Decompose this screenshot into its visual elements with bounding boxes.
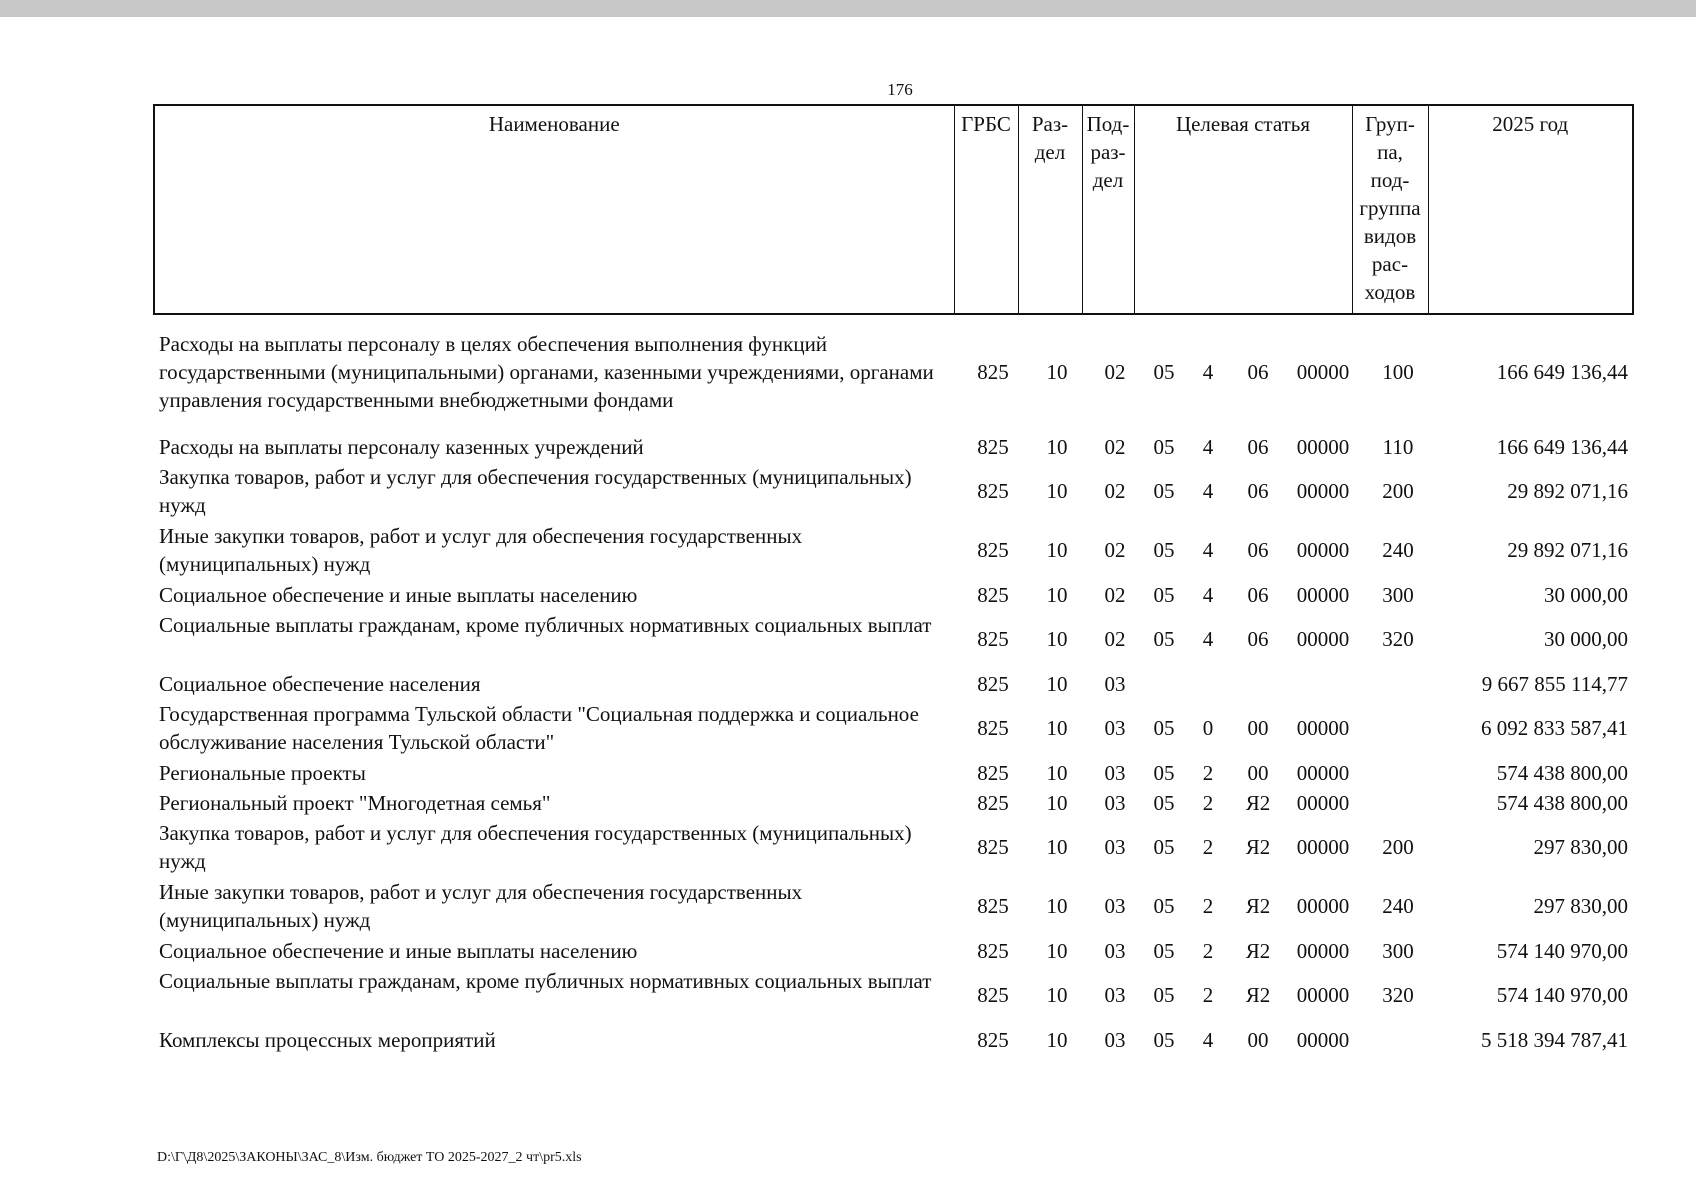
row-razdel: 10 (1046, 479, 1068, 503)
row-name: Иные закупки товаров, работ и услуг для обеспечения государственных (муниципальных) нужд (159, 524, 803, 576)
row-razdel: 10 (1046, 583, 1068, 607)
row-ts4: 00000 (1296, 761, 1350, 785)
row-ts2: 2 (1202, 835, 1214, 859)
row-ts2: 2 (1202, 983, 1214, 1007)
table-row (153, 759, 1632, 787)
row-ts1: 05 (1153, 479, 1175, 503)
row-podrazdel: 03 (1104, 672, 1126, 696)
row-ts4: 00000 (1296, 360, 1350, 384)
row-ts4: 00000 (1296, 583, 1350, 607)
row-ts3: Я2 (1245, 939, 1271, 963)
row-group: 200 (1382, 835, 1414, 859)
row-razdel: 10 (1046, 761, 1068, 785)
row-ts1: 05 (1153, 435, 1175, 459)
row-ts2: 4 (1202, 538, 1214, 562)
row-grbs: 825 (977, 761, 1009, 785)
row-name: Социальное обеспечение и иные выплаты населению (159, 583, 638, 607)
row-grbs: 825 (977, 627, 1009, 651)
row-ts1: 05 (1153, 761, 1175, 785)
row-ts1: 05 (1153, 583, 1175, 607)
row-ts1: 05 (1153, 835, 1175, 859)
row-podrazdel: 03 (1104, 761, 1126, 785)
row-name: Государственная программа Тульской области "Социальная поддержка и социальное обслуживание населения Тульской области" (159, 702, 919, 754)
row-ts4: 00000 (1296, 716, 1350, 740)
row-ts2: 4 (1202, 360, 1214, 384)
row-ts3: Я2 (1245, 835, 1271, 859)
row-podrazdel: 02 (1104, 479, 1126, 503)
row-razdel: 10 (1046, 435, 1068, 459)
row-amount: 574 438 800,00 (1496, 761, 1628, 785)
row-ts4: 00000 (1296, 627, 1350, 651)
row-podrazdel: 03 (1104, 791, 1126, 815)
row-grbs: 825 (977, 835, 1009, 859)
row-razdel: 10 (1046, 538, 1068, 562)
row-ts1: 05 (1153, 360, 1175, 384)
row-group: 110 (1382, 435, 1414, 459)
row-ts1: 05 (1153, 983, 1175, 1007)
row-ts2: 2 (1202, 939, 1214, 963)
row-grbs: 825 (977, 360, 1009, 384)
row-ts3: 06 (1247, 583, 1269, 607)
row-ts3: 00 (1247, 716, 1269, 740)
row-grbs: 825 (977, 583, 1009, 607)
row-razdel: 10 (1046, 835, 1068, 859)
row-podrazdel: 03 (1104, 894, 1126, 918)
row-ts1: 05 (1153, 1028, 1175, 1052)
table-row (153, 819, 1632, 875)
row-name: Социальное обеспечение населения (159, 672, 481, 696)
row-razdel: 10 (1046, 894, 1068, 918)
row-amount: 166 649 136,44 (1496, 360, 1628, 384)
file-path: D:\Г\Д8\2025\ЗАКОНЫ\ЗАС_8\Изм. бюджет ТО 2025-2027_2 чт\pr5.xls (157, 1150, 582, 1165)
row-amount: 574 140 970,00 (1496, 939, 1628, 963)
row-ts1: 05 (1153, 939, 1175, 963)
row-podrazdel: 02 (1104, 435, 1126, 459)
row-name: Комплексы процессных мероприятий (159, 1028, 496, 1052)
row-grbs: 825 (977, 672, 1009, 696)
row-ts2: 2 (1202, 791, 1214, 815)
row-razdel: 10 (1046, 983, 1068, 1007)
row-group: 300 (1382, 583, 1414, 607)
row-group: 100 (1382, 360, 1414, 384)
row-ts4: 00000 (1296, 939, 1350, 963)
row-ts2: 2 (1202, 894, 1214, 918)
row-razdel: 10 (1046, 716, 1068, 740)
row-name: Расходы на выплаты персоналу в целях обеспечения выполнения функций государственными (муниципальными) органами, казенными учреждениями, органами управления государственными внебюджетными фондами (159, 332, 934, 412)
row-ts4: 00000 (1296, 894, 1350, 918)
row-ts1: 05 (1153, 538, 1175, 562)
row-amount: 6 092 833 587,41 (1481, 716, 1628, 740)
row-amount: 166 649 136,44 (1496, 435, 1628, 459)
row-ts3: 00 (1247, 1028, 1269, 1052)
table-row (153, 700, 1632, 756)
row-amount: 30 000,00 (1544, 627, 1628, 651)
row-ts1: 05 (1153, 716, 1175, 740)
row-ts4: 00000 (1296, 435, 1350, 459)
row-grbs: 825 (977, 716, 1009, 740)
row-podrazdel: 02 (1104, 538, 1126, 562)
row-razdel: 10 (1046, 939, 1068, 963)
row-ts4: 00000 (1296, 983, 1350, 1007)
row-name: Региональный проект "Многодетная семья" (159, 791, 551, 815)
row-podrazdel: 03 (1104, 983, 1126, 1007)
row-razdel: 10 (1046, 672, 1068, 696)
row-podrazdel: 03 (1104, 1028, 1126, 1052)
row-ts1: 05 (1153, 791, 1175, 815)
table-row (153, 611, 1632, 667)
header-podrazdel: Под- раз- дел (1082, 105, 1134, 314)
row-amount: 29 892 071,16 (1507, 538, 1628, 562)
row-name: Закупка товаров, работ и услуг для обеспечения государственных (муниципальных) нужд (159, 821, 912, 873)
row-group: 300 (1382, 939, 1414, 963)
row-podrazdel: 03 (1104, 716, 1126, 740)
row-razdel: 10 (1046, 360, 1068, 384)
row-group: 240 (1382, 894, 1414, 918)
row-razdel: 10 (1046, 627, 1068, 651)
header-expense-group: Груп- па, под- группа видов рас- ходов (1352, 105, 1428, 314)
row-name: Социальное обеспечение и иные выплаты населению (159, 939, 638, 963)
row-name: Социальные выплаты гражданам, кроме публичных нормативных социальных выплат (159, 969, 932, 993)
row-podrazdel: 02 (1104, 583, 1126, 607)
row-razdel: 10 (1046, 1028, 1068, 1052)
row-amount: 297 830,00 (1533, 835, 1628, 859)
row-ts2: 2 (1202, 761, 1214, 785)
row-amount: 30 000,00 (1544, 583, 1628, 607)
row-razdel: 10 (1046, 791, 1068, 815)
table-row (153, 581, 1632, 609)
header-grbs: ГРБС (954, 105, 1018, 314)
row-amount: 297 830,00 (1533, 894, 1628, 918)
row-amount: 29 892 071,16 (1507, 479, 1628, 503)
table-row (153, 789, 1632, 817)
row-grbs: 825 (977, 479, 1009, 503)
row-ts3: Я2 (1245, 791, 1271, 815)
row-grbs: 825 (977, 791, 1009, 815)
header-year: 2025 год (1428, 105, 1633, 314)
table-row (153, 1026, 1632, 1054)
table-row (153, 937, 1632, 965)
row-ts3: 06 (1247, 479, 1269, 503)
table-row (153, 330, 1632, 414)
row-group: 320 (1382, 983, 1414, 1007)
row-amount: 574 140 970,00 (1496, 983, 1628, 1007)
table-row (153, 878, 1632, 934)
table-row (153, 522, 1632, 578)
table-header (153, 104, 1634, 315)
row-ts3: 06 (1247, 627, 1269, 651)
row-ts2: 4 (1202, 435, 1214, 459)
row-ts4: 00000 (1296, 835, 1350, 859)
table-row (153, 463, 1632, 519)
row-name: Расходы на выплаты персоналу казенных учреждений (159, 435, 644, 459)
header-target-article: Целевая статья (1134, 105, 1352, 314)
row-grbs: 825 (977, 435, 1009, 459)
row-ts4: 00000 (1296, 791, 1350, 815)
page-number: 176 (887, 80, 913, 99)
row-amount: 574 438 800,00 (1496, 791, 1628, 815)
row-group: 320 (1382, 627, 1414, 651)
row-group: 240 (1382, 538, 1414, 562)
row-name: Иные закупки товаров, работ и услуг для обеспечения государственных (муниципальных) нужд (159, 880, 803, 932)
row-grbs: 825 (977, 1028, 1009, 1052)
row-grbs: 825 (977, 894, 1009, 918)
row-podrazdel: 02 (1104, 360, 1126, 384)
row-ts2: 4 (1202, 583, 1214, 607)
row-grbs: 825 (977, 538, 1009, 562)
row-podrazdel: 02 (1104, 627, 1126, 651)
row-grbs: 825 (977, 983, 1009, 1007)
row-ts3: Я2 (1245, 894, 1271, 918)
row-ts3: 00 (1247, 761, 1269, 785)
row-podrazdel: 03 (1104, 835, 1126, 859)
row-amount: 9 667 855 114,77 (1481, 672, 1628, 696)
row-grbs: 825 (977, 939, 1009, 963)
row-ts3: 06 (1247, 435, 1269, 459)
row-name: Социальные выплаты гражданам, кроме публичных нормативных социальных выплат (159, 613, 932, 637)
row-ts2: 4 (1202, 479, 1214, 503)
row-name: Закупка товаров, работ и услуг для обеспечения государственных (муниципальных) нужд (159, 465, 912, 517)
row-ts1: 05 (1153, 627, 1175, 651)
table-row (153, 433, 1632, 461)
row-ts4: 00000 (1296, 479, 1350, 503)
row-ts4: 00000 (1296, 538, 1350, 562)
row-ts3: 06 (1247, 538, 1269, 562)
row-ts2: 0 (1202, 716, 1214, 740)
row-podrazdel: 03 (1104, 939, 1126, 963)
row-ts2: 4 (1202, 627, 1214, 651)
table-row (153, 967, 1632, 1023)
row-ts2: 4 (1202, 1028, 1214, 1052)
table-row (153, 670, 1632, 698)
header-name: Наименование (154, 105, 954, 314)
row-group: 200 (1382, 479, 1414, 503)
row-ts3: 06 (1247, 360, 1269, 384)
row-ts1: 05 (1153, 894, 1175, 918)
header-razdel: Раз- дел (1018, 105, 1082, 314)
scan-top-bar (0, 0, 1696, 17)
row-amount: 5 518 394 787,41 (1481, 1028, 1628, 1052)
row-ts3: Я2 (1245, 983, 1271, 1007)
row-name: Региональные проекты (159, 761, 366, 785)
row-ts4: 00000 (1296, 1028, 1350, 1052)
